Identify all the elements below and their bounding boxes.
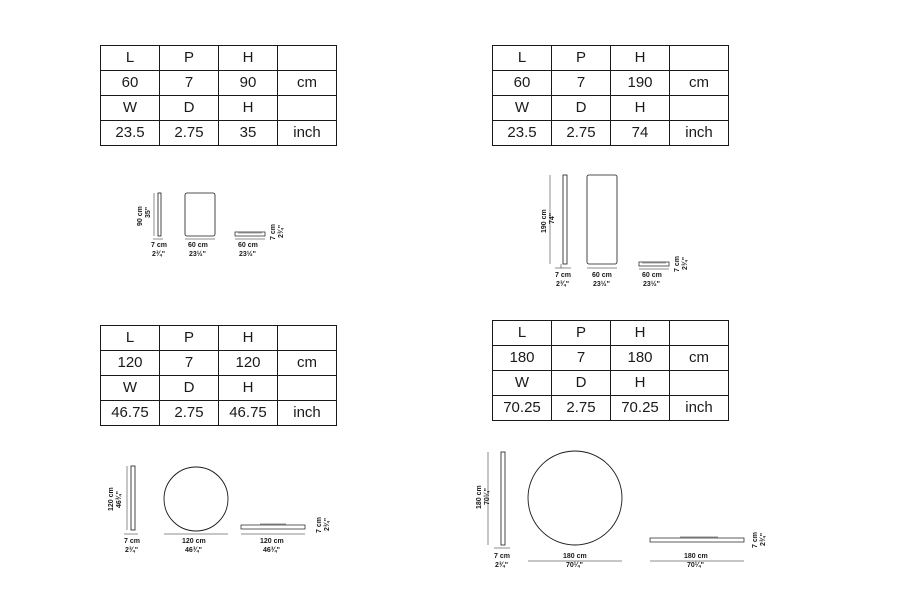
depth-cm-label: 7 cm bbox=[151, 242, 167, 249]
cell-value-d: 2.75 bbox=[160, 121, 219, 146]
height-cm-label: 190 cm bbox=[541, 209, 548, 233]
cell-value-l: 120 bbox=[101, 351, 160, 376]
cell-unit-inch: inch bbox=[278, 121, 337, 146]
top-depth-in-label: 2¾" bbox=[278, 224, 285, 238]
cell-value-p: 7 bbox=[160, 351, 219, 376]
cell-label-h: H bbox=[611, 46, 670, 71]
top-width-in-label: 46¾" bbox=[263, 547, 280, 554]
top-width-in-label: 23½" bbox=[239, 251, 256, 258]
cell-label-d: D bbox=[552, 371, 611, 396]
cell-unit-cm: cm bbox=[278, 71, 337, 96]
cell-label-l: L bbox=[101, 326, 160, 351]
cell-value-h: 46.75 bbox=[219, 401, 278, 426]
top-depth-cm-label: 7 cm bbox=[752, 532, 759, 548]
side-profile bbox=[501, 452, 505, 545]
depth-cm-label: 7 cm bbox=[555, 272, 571, 279]
cell-label-w: W bbox=[493, 371, 552, 396]
cell-unit-inch: inch bbox=[670, 121, 729, 146]
cell-value-p: 7 bbox=[160, 71, 219, 96]
cell-value-d: 2.75 bbox=[160, 401, 219, 426]
top-width-in-label: 23½" bbox=[643, 281, 660, 288]
cell-label-p: P bbox=[160, 326, 219, 351]
height-in-label: 46¾" bbox=[116, 491, 123, 508]
height-in-label: 70¼" bbox=[484, 488, 491, 505]
cell-value-h: 90 bbox=[219, 71, 278, 96]
width-in-label: 70¼" bbox=[566, 562, 583, 569]
width-in-label: 23½" bbox=[593, 281, 610, 288]
cell-value-h: 74 bbox=[611, 121, 670, 146]
cell-label-h: H bbox=[219, 46, 278, 71]
cell-value-h: 120 bbox=[219, 351, 278, 376]
width-in-label: 23½" bbox=[189, 251, 206, 258]
cell-label-h: H bbox=[611, 371, 670, 396]
cell-label-l: L bbox=[493, 321, 552, 346]
cell-label-h: H bbox=[219, 376, 278, 401]
cell-label-p: P bbox=[552, 321, 611, 346]
cell-unit-cm: cm bbox=[278, 351, 337, 376]
cell-value-h: 70.25 bbox=[611, 396, 670, 421]
cell-label-h: H bbox=[611, 96, 670, 121]
height-in-label: 74" bbox=[549, 212, 556, 224]
width-cm-label: 120 cm bbox=[182, 538, 206, 545]
cell-value-l: 60 bbox=[493, 71, 552, 96]
cell-unit-inch: inch bbox=[278, 401, 337, 426]
width-cm-label: 180 cm bbox=[563, 553, 587, 560]
front-view-round-mirror bbox=[528, 451, 622, 545]
cell-label-d: D bbox=[552, 96, 611, 121]
height-cm-label: 120 cm bbox=[108, 487, 115, 511]
cell-value-d: 2.75 bbox=[552, 121, 611, 146]
cell-label-w: W bbox=[493, 96, 552, 121]
depth-in-label: 2¾" bbox=[152, 251, 166, 258]
cell-value-w: 70.25 bbox=[493, 396, 552, 421]
depth-cm-label: 7 cm bbox=[494, 553, 510, 560]
cell-label-h: H bbox=[611, 321, 670, 346]
cell-value-h: 35 bbox=[219, 121, 278, 146]
cell-value-d: 2.75 bbox=[552, 396, 611, 421]
cell-value-l: 60 bbox=[101, 71, 160, 96]
cell-label-l: L bbox=[101, 46, 160, 71]
cell-label-h: H bbox=[219, 326, 278, 351]
depth-in-label: 2¾" bbox=[495, 562, 509, 569]
cell-label-h: H bbox=[219, 96, 278, 121]
cell-label-w: W bbox=[101, 376, 160, 401]
top-depth-in-label: 2¾" bbox=[760, 532, 767, 546]
width-cm-label: 60 cm bbox=[188, 242, 208, 249]
top-depth-in-label: 2¾" bbox=[682, 256, 689, 270]
top-width-in-label: 70¼" bbox=[687, 562, 704, 569]
cell-value-w: 23.5 bbox=[493, 121, 552, 146]
side-view bbox=[488, 452, 510, 548]
cell-label-p: P bbox=[160, 46, 219, 71]
top-depth-cm-label: 7 cm bbox=[674, 256, 681, 272]
height-in-label: 35" bbox=[145, 206, 152, 218]
cell-value-p: 7 bbox=[552, 71, 611, 96]
width-in-label: 46¾" bbox=[185, 547, 202, 554]
top-width-cm-label: 180 cm bbox=[684, 553, 708, 560]
cell-value-h: 180 bbox=[611, 346, 670, 371]
cell-label-d: D bbox=[160, 96, 219, 121]
width-cm-label: 60 cm bbox=[592, 272, 612, 279]
top-width-cm-label: 60 cm bbox=[238, 242, 258, 249]
cell-value-l: 180 bbox=[493, 346, 552, 371]
depth-cm-label: 7 cm bbox=[124, 538, 140, 545]
cell-label-w: W bbox=[101, 96, 160, 121]
cell-unit-cm: cm bbox=[670, 346, 729, 371]
depth-in-label: 2¾" bbox=[556, 281, 570, 288]
cell-label-p: P bbox=[552, 46, 611, 71]
cell-value-w: 46.75 bbox=[101, 401, 160, 426]
top-depth-cm-label: 7 cm bbox=[316, 517, 323, 533]
cell-unit-cm: cm bbox=[670, 71, 729, 96]
cell-value-h: 190 bbox=[611, 71, 670, 96]
cell-value-p: 7 bbox=[552, 346, 611, 371]
cell-unit-inch: inch bbox=[670, 396, 729, 421]
depth-in-label: 2¾" bbox=[125, 547, 139, 554]
height-cm-label: 90 cm bbox=[137, 206, 144, 226]
top-depth-in-label: 2¾" bbox=[324, 517, 331, 531]
height-cm-label: 180 cm bbox=[476, 485, 483, 509]
top-width-cm-label: 120 cm bbox=[260, 538, 284, 545]
top-depth-cm-label: 7 cm bbox=[270, 224, 277, 240]
cell-label-d: D bbox=[160, 376, 219, 401]
top-view-profile bbox=[650, 538, 744, 542]
top-width-cm-label: 60 cm bbox=[642, 272, 662, 279]
cell-label-l: L bbox=[493, 46, 552, 71]
cell-value-w: 23.5 bbox=[101, 121, 160, 146]
